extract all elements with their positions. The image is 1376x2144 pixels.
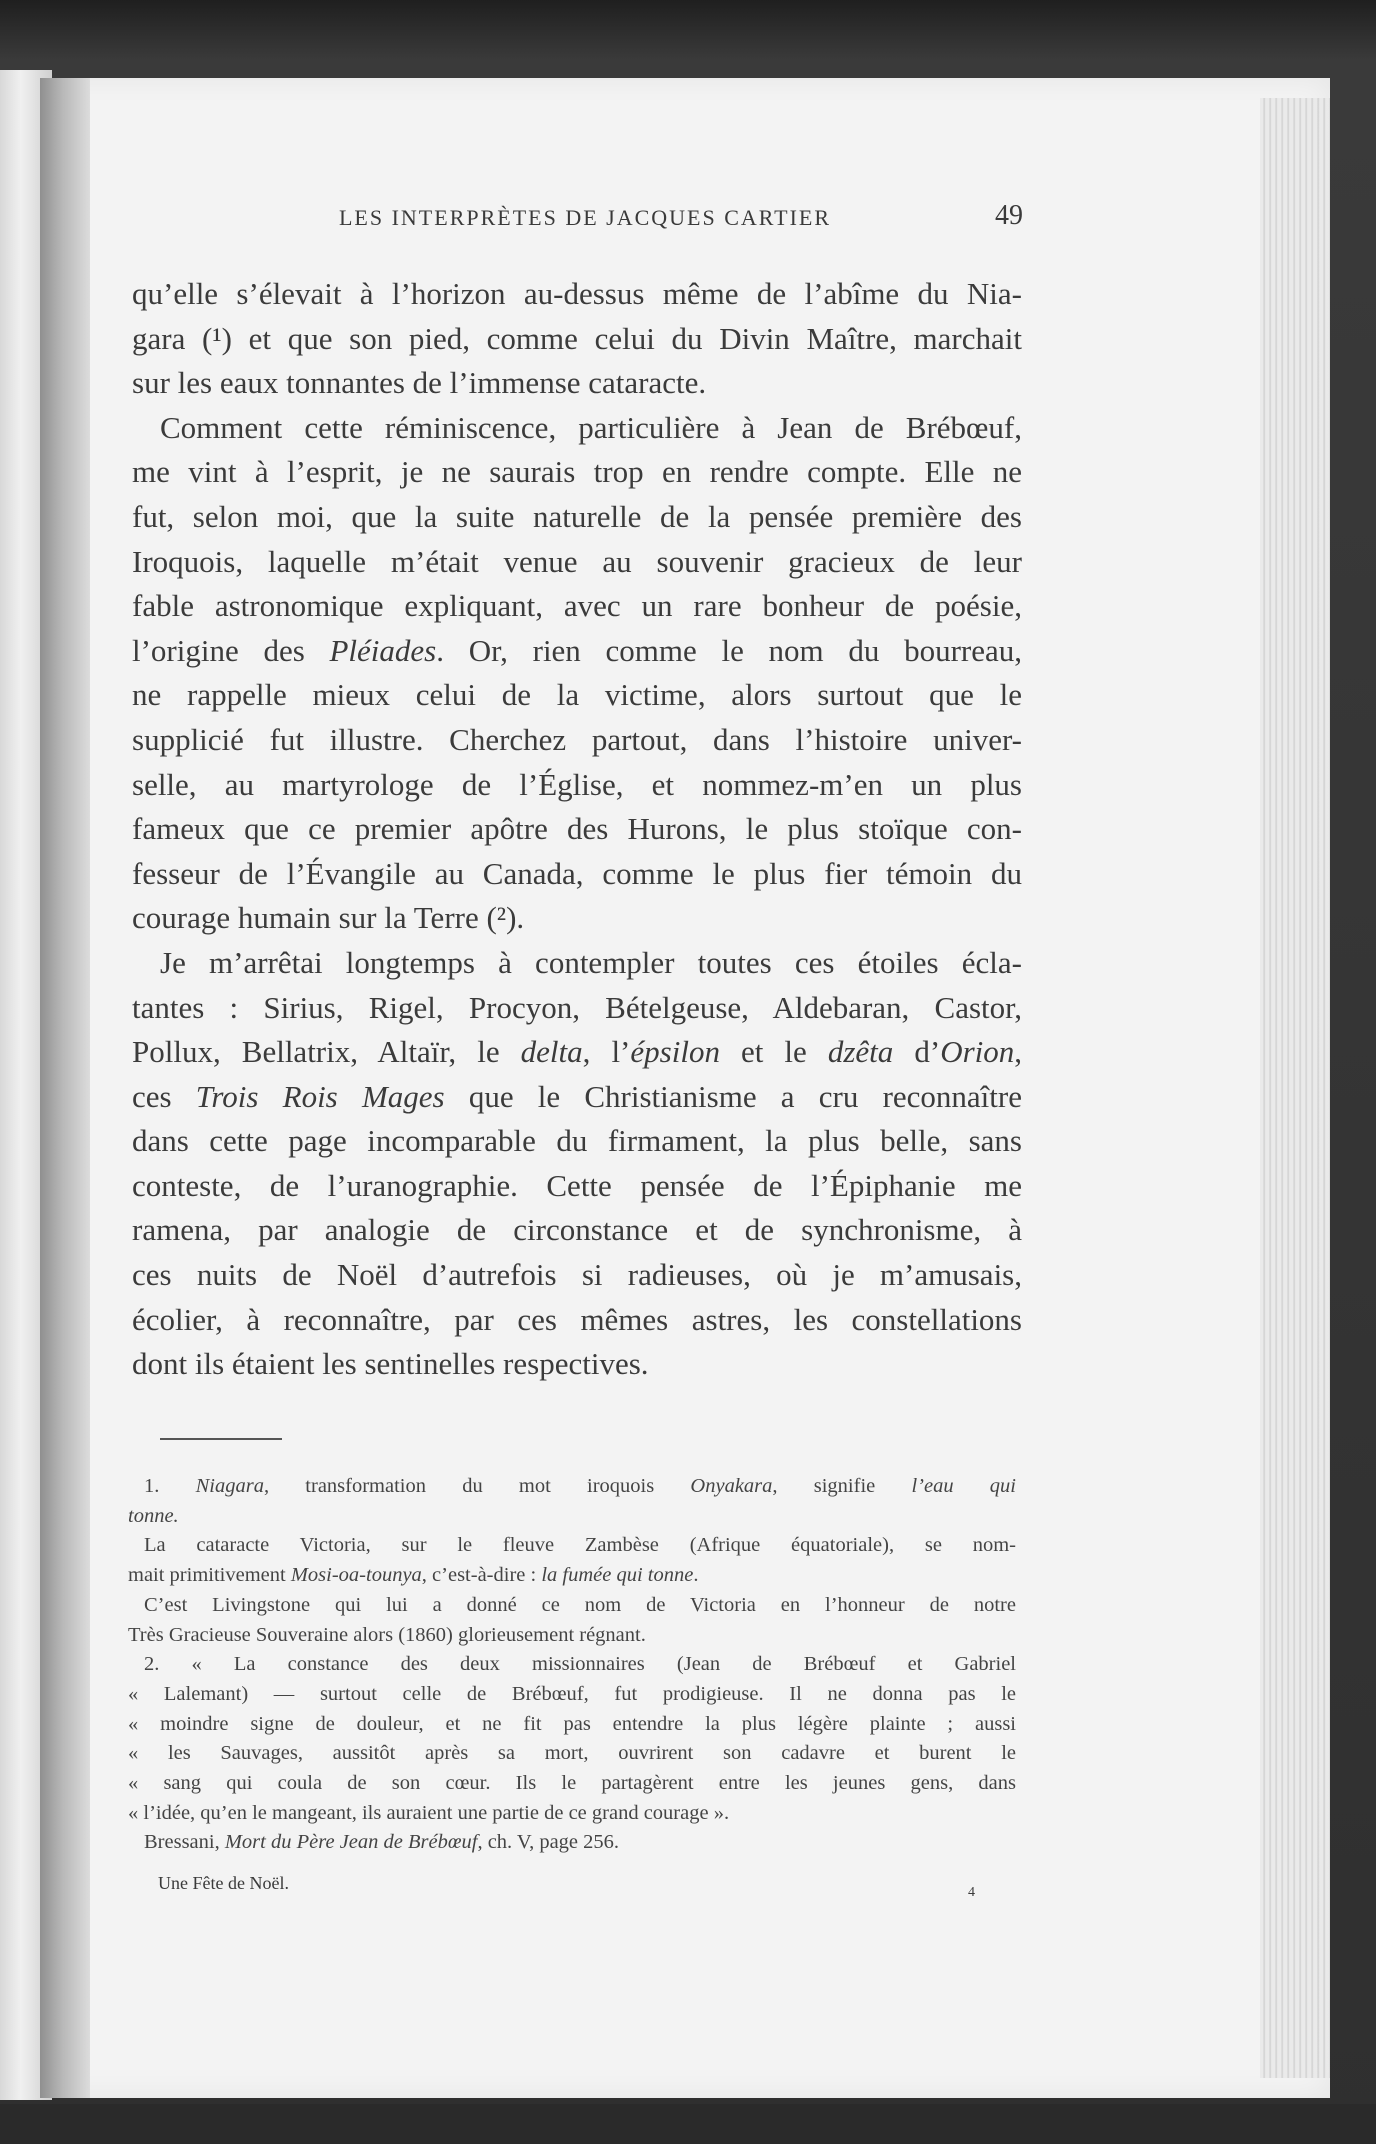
text-run: l’origine des bbox=[132, 632, 330, 668]
text-run: et le bbox=[719, 1034, 828, 1070]
text-run: . Or, rien comme le nom du bourreau, bbox=[436, 632, 1022, 668]
text-run: . bbox=[693, 1564, 699, 1587]
text-run: mait primitivement bbox=[128, 1564, 291, 1587]
text-run: Bressani, bbox=[144, 1831, 225, 1854]
book-title-footer: Une Fête de Noël. bbox=[158, 1873, 289, 1893]
page-stack-edges bbox=[1260, 98, 1330, 2078]
text-line: courage humain sur la Terre (²). bbox=[132, 900, 525, 936]
text-line-mixed bbox=[132, 1030, 1022, 1075]
italic-term: épsilon bbox=[630, 1034, 720, 1070]
footnote-line-mixed bbox=[128, 1828, 1016, 1858]
text-line: ne rappelle mieux celui de la victime, alors surtout que le bbox=[132, 677, 1022, 713]
text-line: fesseur de l’Évangile au Canada, comme le plus fier témoin du bbox=[132, 855, 1022, 891]
footnote-line: Très Gracieuse Souveraine alors (1860) glorieusement régnant. bbox=[128, 1623, 646, 1646]
text-line: selle, au martyrologe de l’Église, et nommez-m’en un plus bbox=[132, 766, 1022, 802]
footnote-line: « sang qui coula de son cœur. Ils le partagèrent entre les jeunes gens, dans bbox=[128, 1772, 1016, 1795]
italic-term: dzêta bbox=[827, 1034, 894, 1070]
italic-term: Mosi-oa-tounya bbox=[290, 1564, 422, 1587]
italic-term: l’eau qui bbox=[911, 1475, 1016, 1497]
text-run: , ch. V, page 256. bbox=[477, 1831, 620, 1854]
footnotes bbox=[128, 1472, 1016, 1858]
text-line-mixed bbox=[132, 629, 1022, 674]
text-line: me vint à l’esprit, je ne saurais trop en rendre compte. Elle ne bbox=[132, 454, 1022, 490]
text-line-mixed bbox=[132, 1075, 1022, 1120]
footnote-line: 2. « La constance des deux missionnaires (Jean de Brébœuf et Gabriel bbox=[144, 1653, 1016, 1676]
italic-term: la fumée qui tonne bbox=[541, 1564, 694, 1587]
text-run: d’ bbox=[893, 1034, 941, 1070]
italic-term: Pléiades bbox=[329, 632, 437, 668]
footnote-line-mixed bbox=[128, 1561, 1016, 1591]
italic-term: Trois Rois Mages bbox=[195, 1078, 445, 1114]
text-line: Comment cette réminiscence, particulière à Jean de Brébœuf, bbox=[160, 409, 1022, 445]
footnote-separator bbox=[160, 1438, 282, 1440]
text-line: Je m’arrêtai longtemps à contempler toutes ces étoiles écla- bbox=[160, 944, 1022, 980]
text-run: Pollux, Bellatrix, Altaïr, le bbox=[132, 1034, 521, 1070]
text-line: fameux que ce premier apôtre des Hurons, le plus stoïque con- bbox=[132, 811, 1022, 847]
text-run: ces bbox=[132, 1078, 196, 1114]
scan-bottom-border bbox=[0, 2104, 1376, 2144]
text-line: tantes : Sirius, Rigel, Procyon, Bételgeuse, Aldebaran, Castor, bbox=[132, 989, 1022, 1025]
text-line: dont ils étaient les sentinelles respectives. bbox=[132, 1346, 649, 1382]
italic-term: Mort du Père Jean de Brébœuf bbox=[224, 1831, 478, 1854]
text-run: , l’ bbox=[582, 1034, 631, 1070]
text-line: fable astronomique expliquant, avec un rare bonheur de poésie, bbox=[132, 588, 1022, 624]
text-run: , transformation du mot iroquois bbox=[263, 1475, 691, 1497]
text-line: sur les eaux tonnantes de l’immense cataracte. bbox=[132, 365, 707, 401]
text-line: Iroquois, laquelle m’était venue au souvenir gracieux de leur bbox=[132, 543, 1022, 579]
text-run: , bbox=[1014, 1034, 1023, 1070]
body-text bbox=[132, 272, 1022, 1387]
text-run: , c’est-à-dire : bbox=[421, 1564, 542, 1587]
footnote-line-mixed bbox=[128, 1472, 1016, 1502]
text-line: fut, selon moi, que la suite naturelle de la pensée première des bbox=[132, 498, 1022, 534]
page-gutter-shadow bbox=[40, 78, 90, 2098]
text-line: ces nuits de Noël d’autrefois si radieuses, où je m’amusais, bbox=[132, 1257, 1022, 1293]
text-line: conteste, de l’uranographie. Cette pensée de l’Épiphanie me bbox=[132, 1167, 1022, 1203]
italic-term: Niagara bbox=[195, 1475, 264, 1497]
text-line: dans cette page incomparable du firmament, la plus belle, sans bbox=[132, 1123, 1022, 1159]
italic-term: tonne. bbox=[128, 1504, 179, 1527]
footnote-line: La cataracte Victoria, sur le fleuve Zambèse (Afrique équatoriale), se nom- bbox=[144, 1534, 1016, 1557]
text-run: 1. bbox=[144, 1475, 196, 1497]
footnote-line bbox=[128, 1502, 1016, 1532]
italic-term: delta bbox=[520, 1034, 583, 1070]
italic-term: Onyakara bbox=[690, 1475, 773, 1497]
text-line: supplicié fut illustre. Cherchez partout, dans l’histoire univer- bbox=[132, 721, 1022, 757]
text-line: qu’elle s’élevait à l’horizon au-dessus même de l’abîme du Nia- bbox=[132, 276, 1022, 311]
text-line: ramena, par analogie de circonstance et de synchronisme, à bbox=[132, 1212, 1022, 1248]
italic-term: Orion bbox=[940, 1034, 1015, 1070]
footnote-line: « les Sauvages, aussitôt après sa mort, ouvrirent son cadavre et burent le bbox=[128, 1742, 1016, 1765]
running-title: LES INTERPRÈTES DE JACQUES CARTIER bbox=[338, 205, 832, 230]
text-line: gara (¹) et que son pied, comme celui du Divin Maître, marchait bbox=[132, 320, 1022, 356]
footnote-line: C’est Livingstone qui lui a donné ce nom de Victoria en l’honneur de notre bbox=[144, 1593, 1016, 1616]
footnote-line: « moindre signe de douleur, et ne fit pas entendre la plus légère plainte ; aussi bbox=[128, 1712, 1016, 1735]
text-run: que le Christianisme a cru reconnaître bbox=[444, 1078, 1022, 1114]
text-line: écolier, à reconnaître, par ces mêmes astres, les constellations bbox=[132, 1301, 1022, 1337]
footnote-line: « l’idée, qu’en le mangeant, ils auraient une partie de ce grand courage ». bbox=[128, 1801, 730, 1824]
text-run: , signifie bbox=[772, 1475, 912, 1497]
signature-mark: 4 bbox=[968, 1885, 975, 1900]
footnote-line: « Lalemant) — surtout celle de Brébœuf, fut prodigieuse. Il ne donna pas le bbox=[128, 1682, 1016, 1705]
page-number: 49 bbox=[995, 200, 1023, 231]
